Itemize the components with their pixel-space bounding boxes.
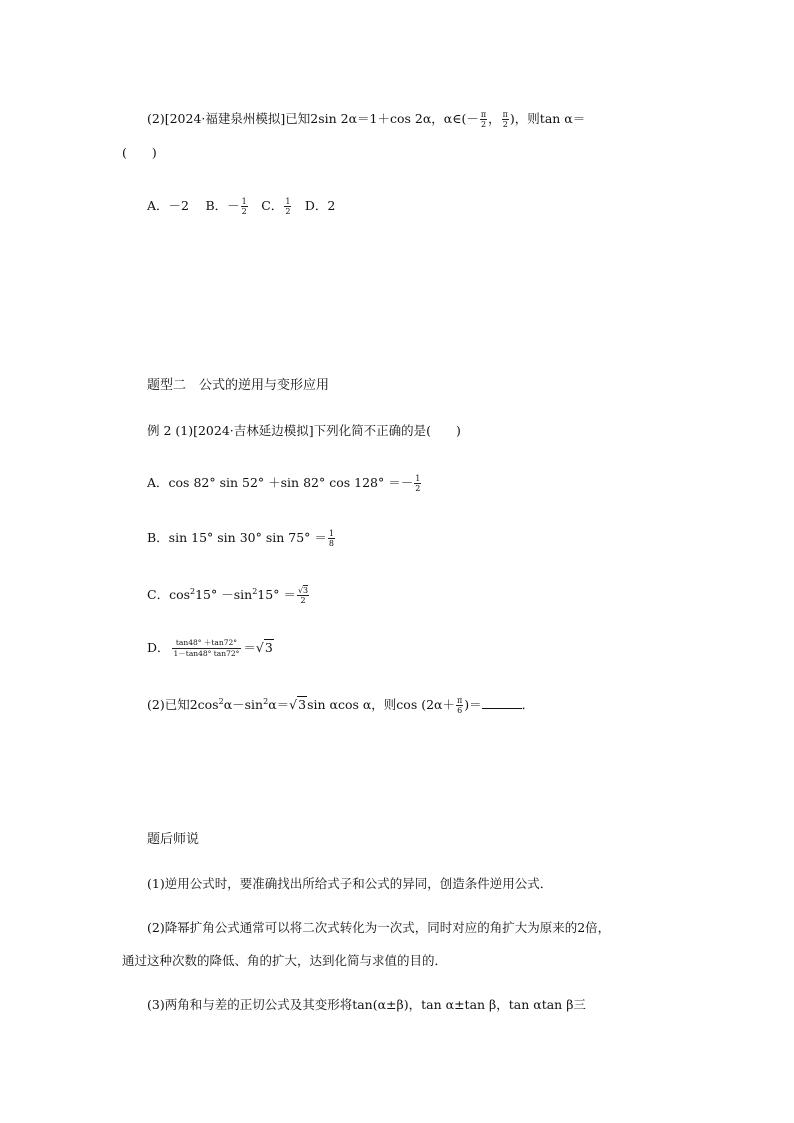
option-b: B．sin 15° sin 30° sin 75° ＝ $\frac{1}{8}$ [147,529,334,548]
answer-parentheses: ( ) [122,145,157,160]
question-2-line: (2)[2024·福建泉州模拟]已知2sin 2α＝1＋cos 2α，α∈(－ $\frac{\pi}{2}$ ， $\frac{\pi}{2}$ )，则tan α＝ [147,110,586,129]
note-2-line-2: 通过这种次数的降低、角的扩大，达到化简与求值的目的． [122,953,448,968]
notes-title: 题后师说 [147,832,200,847]
note-2-line-1: (2)降幂扩角公式通常可以将二次式转化为一次式，同时对应的角扩大为原来的2倍， [147,920,611,935]
section-title: 题型二 公式的逆用与变形应用 [147,378,330,393]
example-2-prompt: 例 2 (1)[2024·吉林延边模拟]下列化简不正确的是( ) [147,423,461,438]
answer-blank[interactable] [482,697,522,709]
option-d: D． $\frac{\tan 48^\circ +\tan 72^\circ}{1-\tan 48^\circ \tan 72^\circ}$ ＝√3 [147,638,273,658]
option-a: A．cos 82° sin 52° ＋sin 82° cos 128° ＝－ $\frac{1}{2}$ [147,474,421,493]
option-c: C．$\cos^215^\circ -\sin^215^\circ$ ＝ $\frac{√3}{2}$ [147,586,309,606]
note-3: (3)两角和与差的正切公式及其变形将tan(α±β)，tan α±tan β，tan αtan β三 [147,997,586,1012]
fraction-pi-over-2: $\frac{\pi}{2}$ [480,110,487,129]
note-1: (1)逆用公式时，要准确找出所给式子和公式的异同，创造条件逆用公式． [147,876,553,891]
question-2-fill-blank: (2)已知$2\cos^2\alpha-\sin^2\alpha=√3\sin$ αcos α，则cos (2α＋ $\frac{\pi}{6}$ )＝ ． [147,696,535,716]
question-2-options: A．－2 B．－ $\frac{1}{2}$ C． $\frac{1}{2}$ D．2 [147,197,336,216]
fraction-pi-over-2: $\frac{\pi}{2}$ [502,110,508,129]
